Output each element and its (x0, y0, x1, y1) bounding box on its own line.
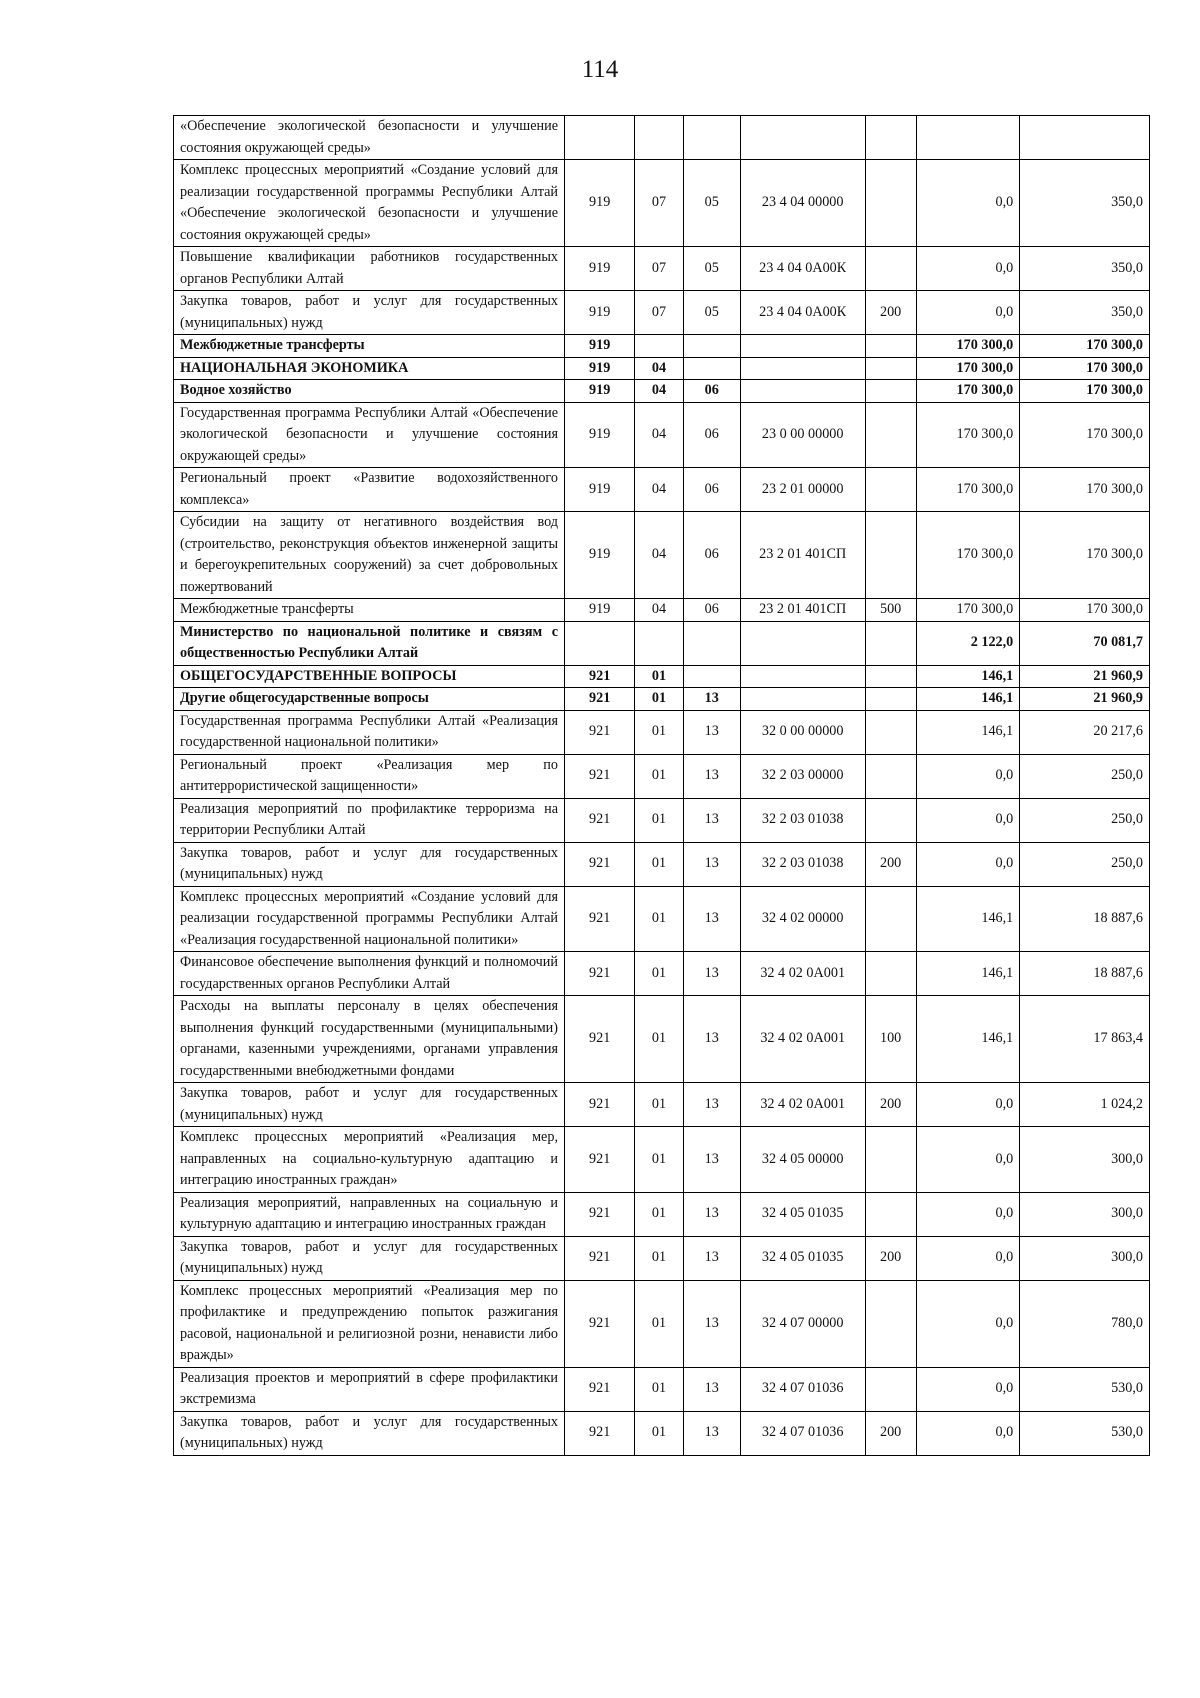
cell-subsection: 05 (683, 160, 740, 247)
cell-section (635, 116, 683, 160)
cell-amount-1: 170 300,0 (916, 468, 1020, 512)
cell-expense-type (865, 952, 916, 996)
cell-amount-2: 780,0 (1020, 1280, 1150, 1367)
cell-section: 01 (635, 1083, 683, 1127)
cell-name: ОБЩЕГОСУДАРСТВЕННЫЕ ВОПРОСЫ (174, 665, 565, 688)
cell-admin-code: 919 (565, 402, 635, 468)
cell-subsection (683, 357, 740, 380)
cell-subsection: 13 (683, 996, 740, 1083)
cell-expense-type (865, 380, 916, 403)
cell-target-article: 32 4 02 0А001 (740, 996, 865, 1083)
cell-target-article: 32 2 03 01038 (740, 798, 865, 842)
cell-expense-type (865, 688, 916, 711)
cell-name: Региональный проект «Реализация мер по антитеррористической защищенности» (174, 754, 565, 798)
cell-expense-type (865, 710, 916, 754)
cell-amount-2: 350,0 (1020, 291, 1150, 335)
table-row (174, 1367, 1150, 1411)
cell-admin-code: 921 (565, 798, 635, 842)
cell-amount-1: 0,0 (916, 291, 1020, 335)
cell-expense-type: 200 (865, 291, 916, 335)
cell-amount-2: 18 887,6 (1020, 952, 1150, 996)
cell-admin-code: 921 (565, 996, 635, 1083)
cell-name: Реализация мероприятий, направленных на социальную и культурную адаптацию и интеграцию иностранных граждан (174, 1192, 565, 1236)
cell-admin-code: 921 (565, 1236, 635, 1280)
cell-expense-type: 200 (865, 1083, 916, 1127)
cell-amount-2: 1 024,2 (1020, 1083, 1150, 1127)
cell-name: Межбюджетные трансферты (174, 599, 565, 622)
cell-name: НАЦИОНАЛЬНАЯ ЭКОНОМИКА (174, 357, 565, 380)
cell-amount-1: 0,0 (916, 247, 1020, 291)
cell-expense-type: 500 (865, 599, 916, 622)
cell-amount-2: 170 300,0 (1020, 512, 1150, 599)
cell-admin-code: 921 (565, 842, 635, 886)
cell-section: 04 (635, 512, 683, 599)
cell-section: 01 (635, 1280, 683, 1367)
table-row (174, 1127, 1150, 1193)
cell-subsection: 13 (683, 1367, 740, 1411)
cell-admin-code (565, 621, 635, 665)
table-row (174, 665, 1150, 688)
cell-section: 01 (635, 996, 683, 1083)
cell-section: 01 (635, 1367, 683, 1411)
cell-target-article: 23 4 04 00000 (740, 160, 865, 247)
table-row (174, 1083, 1150, 1127)
table-row (174, 621, 1150, 665)
cell-name: Реализация проектов и мероприятий в сфере профилактики экстремизма (174, 1367, 565, 1411)
cell-expense-type (865, 798, 916, 842)
table-row (174, 710, 1150, 754)
cell-amount-2: 21 960,9 (1020, 688, 1150, 711)
cell-admin-code: 919 (565, 247, 635, 291)
cell-amount-1: 0,0 (916, 1367, 1020, 1411)
cell-admin-code: 921 (565, 952, 635, 996)
cell-amount-1: 170 300,0 (916, 512, 1020, 599)
cell-section: 04 (635, 357, 683, 380)
cell-amount-1 (916, 116, 1020, 160)
cell-amount-1: 0,0 (916, 1192, 1020, 1236)
cell-target-article (740, 335, 865, 358)
cell-subsection (683, 621, 740, 665)
cell-amount-2: 170 300,0 (1020, 357, 1150, 380)
cell-admin-code: 919 (565, 335, 635, 358)
cell-expense-type (865, 754, 916, 798)
cell-admin-code: 921 (565, 754, 635, 798)
cell-target-article: 32 4 02 00000 (740, 886, 865, 952)
cell-target-article: 32 4 07 01036 (740, 1367, 865, 1411)
cell-amount-2: 250,0 (1020, 754, 1150, 798)
cell-target-article (740, 665, 865, 688)
cell-name: Субсидии на защиту от негативного воздействия вод (строительство, реконструкция объектов инженерной защиты и берегоукрепительных сооружений) за счет добровольных пожертвований (174, 512, 565, 599)
cell-subsection: 06 (683, 512, 740, 599)
cell-admin-code: 921 (565, 710, 635, 754)
cell-section: 07 (635, 160, 683, 247)
cell-amount-1: 0,0 (916, 160, 1020, 247)
cell-subsection: 13 (683, 1280, 740, 1367)
cell-subsection: 13 (683, 798, 740, 842)
cell-expense-type: 100 (865, 996, 916, 1083)
table-row (174, 754, 1150, 798)
cell-name: Закупка товаров, работ и услуг для государственных (муниципальных) нужд (174, 291, 565, 335)
table-row (174, 512, 1150, 599)
cell-amount-1: 146,1 (916, 952, 1020, 996)
cell-admin-code: 919 (565, 160, 635, 247)
table-row (174, 1192, 1150, 1236)
cell-admin-code: 921 (565, 886, 635, 952)
cell-name: Государственная программа Республики Алтай «Реализация государственной национальной политики» (174, 710, 565, 754)
cell-target-article (740, 621, 865, 665)
table-row (174, 468, 1150, 512)
cell-subsection: 13 (683, 688, 740, 711)
cell-admin-code (565, 116, 635, 160)
cell-target-article: 32 4 07 00000 (740, 1280, 865, 1367)
cell-amount-1: 170 300,0 (916, 357, 1020, 380)
table-row (174, 952, 1150, 996)
cell-section: 01 (635, 952, 683, 996)
cell-target-article: 32 4 02 0А001 (740, 952, 865, 996)
cell-subsection (683, 116, 740, 160)
cell-amount-1: 146,1 (916, 710, 1020, 754)
cell-amount-2: 350,0 (1020, 160, 1150, 247)
cell-name: Реализация мероприятий по профилактике терроризма на территории Республики Алтай (174, 798, 565, 842)
cell-subsection: 13 (683, 1192, 740, 1236)
cell-amount-1: 0,0 (916, 798, 1020, 842)
cell-section (635, 335, 683, 358)
cell-amount-1: 146,1 (916, 688, 1020, 711)
cell-amount-2: 170 300,0 (1020, 599, 1150, 622)
table-row (174, 1236, 1150, 1280)
cell-expense-type: 200 (865, 1411, 916, 1455)
cell-target-article (740, 357, 865, 380)
cell-amount-1: 146,1 (916, 886, 1020, 952)
cell-section: 04 (635, 402, 683, 468)
cell-subsection: 13 (683, 1411, 740, 1455)
cell-expense-type (865, 512, 916, 599)
cell-target-article: 23 4 04 0А00К (740, 247, 865, 291)
cell-name: Министерство по национальной политике и связям с общественностью Республики Алтай (174, 621, 565, 665)
cell-admin-code: 919 (565, 357, 635, 380)
cell-name: Водное хозяйство (174, 380, 565, 403)
cell-amount-2: 250,0 (1020, 842, 1150, 886)
cell-section: 01 (635, 886, 683, 952)
table-row (174, 335, 1150, 358)
cell-target-article: 32 4 05 00000 (740, 1127, 865, 1193)
cell-expense-type (865, 665, 916, 688)
cell-name: Закупка товаров, работ и услуг для государственных (муниципальных) нужд (174, 1083, 565, 1127)
cell-amount-2: 350,0 (1020, 247, 1150, 291)
table-row (174, 291, 1150, 335)
cell-expense-type (865, 116, 916, 160)
cell-section: 01 (635, 1192, 683, 1236)
cell-section: 04 (635, 380, 683, 403)
cell-name: Другие общегосударственные вопросы (174, 688, 565, 711)
cell-section: 01 (635, 798, 683, 842)
table-row (174, 996, 1150, 1083)
cell-subsection: 13 (683, 754, 740, 798)
cell-name: Комплекс процессных мероприятий «Реализация мер, направленных на социально-культурную адаптацию и интеграцию иностранных граждан» (174, 1127, 565, 1193)
cell-amount-2: 21 960,9 (1020, 665, 1150, 688)
cell-amount-1: 0,0 (916, 1236, 1020, 1280)
cell-subsection: 06 (683, 599, 740, 622)
cell-section: 04 (635, 468, 683, 512)
cell-amount-2: 530,0 (1020, 1411, 1150, 1455)
page-number: 114 (581, 56, 619, 83)
cell-amount-2: 170 300,0 (1020, 468, 1150, 512)
cell-target-article: 32 4 07 01036 (740, 1411, 865, 1455)
cell-name: Межбюджетные трансферты (174, 335, 565, 358)
cell-admin-code: 921 (565, 688, 635, 711)
cell-admin-code: 919 (565, 380, 635, 403)
cell-admin-code: 919 (565, 291, 635, 335)
cell-target-article: 32 2 03 01038 (740, 842, 865, 886)
cell-amount-1: 0,0 (916, 754, 1020, 798)
cell-admin-code: 921 (565, 1127, 635, 1193)
cell-amount-2: 18 887,6 (1020, 886, 1150, 952)
table-row (174, 798, 1150, 842)
cell-subsection (683, 665, 740, 688)
cell-subsection: 06 (683, 468, 740, 512)
table-row (174, 1411, 1150, 1455)
cell-subsection: 13 (683, 886, 740, 952)
table-row (174, 886, 1150, 952)
cell-target-article: 23 0 00 00000 (740, 402, 865, 468)
cell-subsection: 13 (683, 1127, 740, 1193)
cell-amount-2: 300,0 (1020, 1236, 1150, 1280)
cell-subsection: 13 (683, 1083, 740, 1127)
cell-amount-1: 0,0 (916, 1127, 1020, 1193)
cell-admin-code: 921 (565, 1367, 635, 1411)
cell-section (635, 621, 683, 665)
cell-amount-1: 170 300,0 (916, 335, 1020, 358)
cell-target-article: 32 0 00 00000 (740, 710, 865, 754)
cell-amount-1: 0,0 (916, 842, 1020, 886)
cell-target-article (740, 688, 865, 711)
cell-expense-type: 200 (865, 842, 916, 886)
cell-amount-1: 2 122,0 (916, 621, 1020, 665)
cell-amount-2: 170 300,0 (1020, 380, 1150, 403)
cell-expense-type (865, 357, 916, 380)
cell-subsection: 13 (683, 710, 740, 754)
cell-section: 01 (635, 1127, 683, 1193)
cell-expense-type (865, 1280, 916, 1367)
cell-expense-type (865, 160, 916, 247)
cell-amount-2: 70 081,7 (1020, 621, 1150, 665)
cell-subsection: 13 (683, 842, 740, 886)
cell-section: 01 (635, 1411, 683, 1455)
cell-name: Закупка товаров, работ и услуг для государственных (муниципальных) нужд (174, 842, 565, 886)
cell-name: Повышение квалификации работников государственных органов Республики Алтай (174, 247, 565, 291)
cell-amount-1: 170 300,0 (916, 599, 1020, 622)
budget-table (173, 115, 1150, 1456)
table-row (174, 247, 1150, 291)
cell-expense-type (865, 621, 916, 665)
cell-amount-2: 300,0 (1020, 1192, 1150, 1236)
cell-admin-code: 919 (565, 468, 635, 512)
cell-name: Комплекс процессных мероприятий «Реализация мер по профилактике и предупреждению попыток разжигания расовой, национальной и религиозной розни, ненависти либо вражды» (174, 1280, 565, 1367)
cell-section: 01 (635, 842, 683, 886)
cell-expense-type (865, 247, 916, 291)
table-row (174, 1280, 1150, 1367)
cell-target-article (740, 116, 865, 160)
cell-admin-code: 921 (565, 1192, 635, 1236)
cell-section: 01 (635, 688, 683, 711)
cell-name: Расходы на выплаты персоналу в целях обеспечения выполнения функций государственными (муниципальными) органами, казенными учреждениями, органами управления государственными внебюджетными фондами (174, 996, 565, 1083)
table-row (174, 380, 1150, 403)
cell-admin-code: 921 (565, 1411, 635, 1455)
cell-target-article: 23 2 01 401СП (740, 512, 865, 599)
cell-amount-2 (1020, 116, 1150, 160)
cell-subsection: 05 (683, 291, 740, 335)
cell-target-article: 23 4 04 0А00К (740, 291, 865, 335)
cell-expense-type: 200 (865, 1236, 916, 1280)
cell-expense-type (865, 402, 916, 468)
cell-expense-type (865, 335, 916, 358)
cell-amount-1: 170 300,0 (916, 402, 1020, 468)
cell-amount-1: 146,1 (916, 665, 1020, 688)
cell-name: Государственная программа Республики Алтай «Обеспечение экологической безопасности и улучшение состояния окружающей среды» (174, 402, 565, 468)
table-row (174, 402, 1150, 468)
table-row (174, 599, 1150, 622)
table-row (174, 688, 1150, 711)
cell-admin-code: 921 (565, 1083, 635, 1127)
cell-name: Финансовое обеспечение выполнения функций и полномочий государственных органов Республики Алтай (174, 952, 565, 996)
cell-section: 01 (635, 754, 683, 798)
cell-subsection: 06 (683, 402, 740, 468)
table-row (174, 116, 1150, 160)
cell-name: Региональный проект «Развитие водохозяйственного комплекса» (174, 468, 565, 512)
cell-target-article: 23 2 01 00000 (740, 468, 865, 512)
cell-section: 01 (635, 665, 683, 688)
cell-admin-code: 921 (565, 665, 635, 688)
cell-amount-1: 170 300,0 (916, 380, 1020, 403)
cell-amount-1: 146,1 (916, 996, 1020, 1083)
cell-target-article: 32 4 05 01035 (740, 1192, 865, 1236)
cell-amount-2: 170 300,0 (1020, 335, 1150, 358)
cell-subsection: 13 (683, 1236, 740, 1280)
cell-section: 07 (635, 291, 683, 335)
cell-expense-type (865, 468, 916, 512)
table-body (174, 116, 1150, 1456)
cell-subsection: 13 (683, 952, 740, 996)
table-row (174, 357, 1150, 380)
cell-expense-type (865, 1367, 916, 1411)
cell-name: Закупка товаров, работ и услуг для государственных (муниципальных) нужд (174, 1411, 565, 1455)
cell-name: «Обеспечение экологической безопасности и улучшение состояния окружающей среды» (174, 116, 565, 160)
table-row (174, 160, 1150, 247)
cell-expense-type (865, 1192, 916, 1236)
cell-target-article: 23 2 01 401СП (740, 599, 865, 622)
cell-subsection: 06 (683, 380, 740, 403)
cell-amount-1: 0,0 (916, 1411, 1020, 1455)
cell-expense-type (865, 1127, 916, 1193)
cell-name: Закупка товаров, работ и услуг для государственных (муниципальных) нужд (174, 1236, 565, 1280)
cell-subsection: 05 (683, 247, 740, 291)
cell-target-article: 32 4 02 0А001 (740, 1083, 865, 1127)
cell-section: 01 (635, 1236, 683, 1280)
cell-target-article (740, 380, 865, 403)
cell-admin-code: 919 (565, 599, 635, 622)
cell-target-article: 32 4 05 01035 (740, 1236, 865, 1280)
cell-name: Комплекс процессных мероприятий «Создание условий для реализации государственной программы Республики Алтай «Реализация государственной национальной политики» (174, 886, 565, 952)
cell-amount-2: 300,0 (1020, 1127, 1150, 1193)
cell-section: 07 (635, 247, 683, 291)
cell-expense-type (865, 886, 916, 952)
cell-amount-2: 17 863,4 (1020, 996, 1150, 1083)
cell-amount-2: 20 217,6 (1020, 710, 1150, 754)
cell-section: 01 (635, 710, 683, 754)
cell-amount-2: 530,0 (1020, 1367, 1150, 1411)
cell-amount-1: 0,0 (916, 1280, 1020, 1367)
cell-subsection (683, 335, 740, 358)
cell-admin-code: 921 (565, 1280, 635, 1367)
table-row (174, 842, 1150, 886)
cell-target-article: 32 2 03 00000 (740, 754, 865, 798)
cell-amount-2: 170 300,0 (1020, 402, 1150, 468)
cell-amount-2: 250,0 (1020, 798, 1150, 842)
cell-amount-1: 0,0 (916, 1083, 1020, 1127)
cell-admin-code: 919 (565, 512, 635, 599)
cell-section: 04 (635, 599, 683, 622)
cell-name: Комплекс процессных мероприятий «Создание условий для реализации государственной программы Республики Алтай «Обеспечение экологической безопасности и улучшение состояния окружающей среды» (174, 160, 565, 247)
